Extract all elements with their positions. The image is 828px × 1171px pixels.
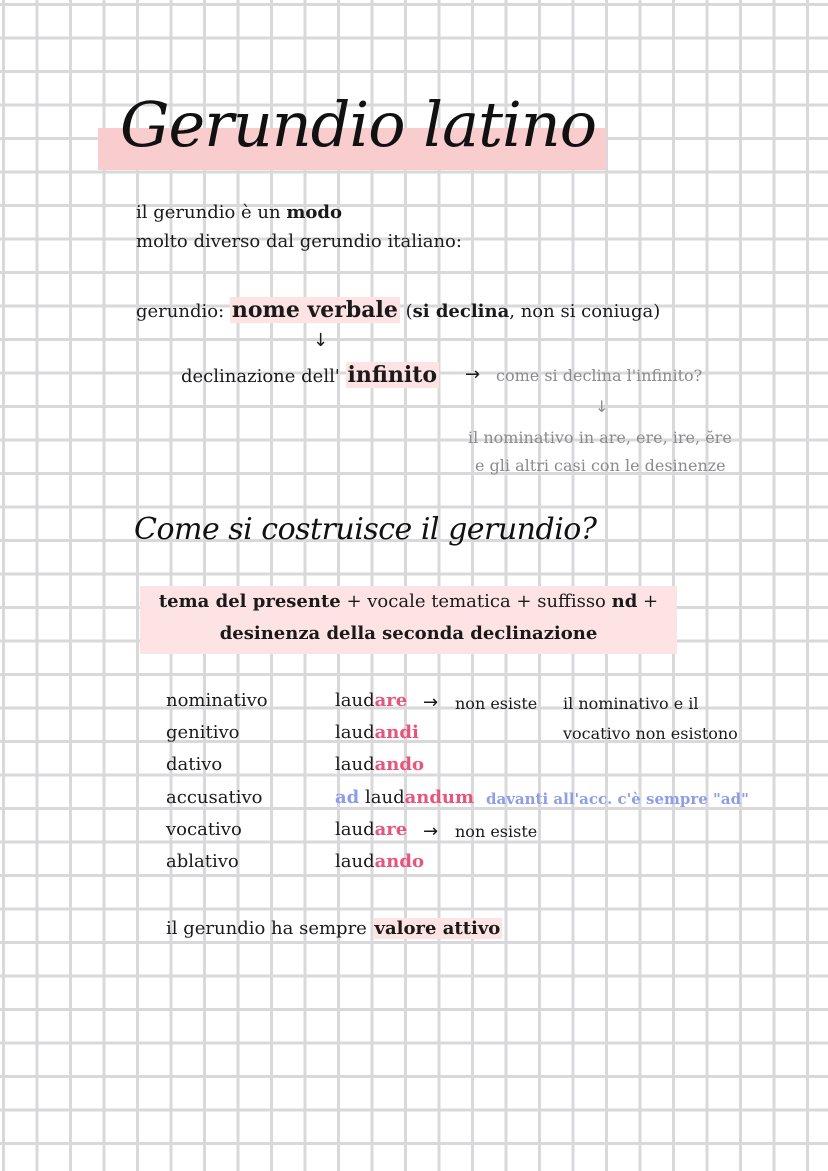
- vocativo-note: non esiste: [455, 822, 538, 841]
- case-name-ablativo: ablativo: [166, 851, 239, 872]
- declinazione-line: declinazione dell' infinito: [181, 362, 438, 388]
- formula-line-1: tema del presente + vocale tematica + suffisso nd +: [158, 591, 659, 612]
- case-name-genitivo: genitivo: [166, 722, 240, 743]
- case-form-vocativo: laudare: [335, 819, 408, 840]
- answer-line-2: e gli altri casi con le desinenze: [475, 456, 726, 475]
- case-form-nominativo: laudare: [335, 690, 408, 711]
- case-form-genitivo: laudandi: [335, 722, 419, 743]
- side-note-line-2: vocativo non esistono: [563, 724, 738, 743]
- conclusion-line: il gerundio ha sempre valore attivo: [166, 918, 501, 939]
- section-subtitle: Come si costruisce il gerundio?: [134, 512, 597, 547]
- case-name-nominativo: nominativo: [166, 690, 268, 711]
- intro-line-2: molto diverso dal gerundio italiano:: [136, 231, 462, 252]
- intro-bold-word: modo: [286, 202, 342, 223]
- formula-line-2: desinenza della seconda declinazione: [219, 623, 598, 644]
- intro-line-1: il gerundio è un modo: [136, 202, 342, 223]
- page-title: Gerundio latino: [120, 88, 597, 161]
- definition-line: gerundio: nome verbale (si declina, non si coniuga): [136, 297, 661, 323]
- down-arrow-2: ↓: [595, 397, 609, 416]
- side-note-line-1: il nominativo e il: [563, 694, 699, 713]
- case-name-accusativo: accusativo: [166, 787, 263, 808]
- infinito-highlight: infinito: [347, 362, 438, 388]
- case-name-dativo: dativo: [166, 754, 223, 775]
- nominativo-note: non esiste: [455, 694, 538, 713]
- valore-attivo-highlight: valore attivo: [374, 918, 501, 939]
- case-form-dativo: laudando: [335, 754, 424, 775]
- case-form-ablativo: laudando: [335, 851, 424, 872]
- accusativo-note: davanti all'acc. c'è sempre "ad": [486, 790, 749, 808]
- ad-preposition: ad: [335, 787, 360, 808]
- answer-line-1: il nominativo in are, ere, ire, ĕre: [468, 428, 732, 447]
- case-form-accusativo: ad laudandum: [335, 787, 475, 808]
- right-arrow: →: [465, 364, 481, 385]
- vocativo-arrow: →: [423, 821, 439, 842]
- nominativo-arrow: →: [423, 692, 439, 713]
- case-name-vocativo: vocativo: [166, 819, 242, 840]
- question-text: come si declina l'infinito?: [496, 366, 703, 385]
- nome-verbale-highlight: nome verbale: [231, 297, 398, 323]
- down-arrow: ↓: [313, 330, 329, 351]
